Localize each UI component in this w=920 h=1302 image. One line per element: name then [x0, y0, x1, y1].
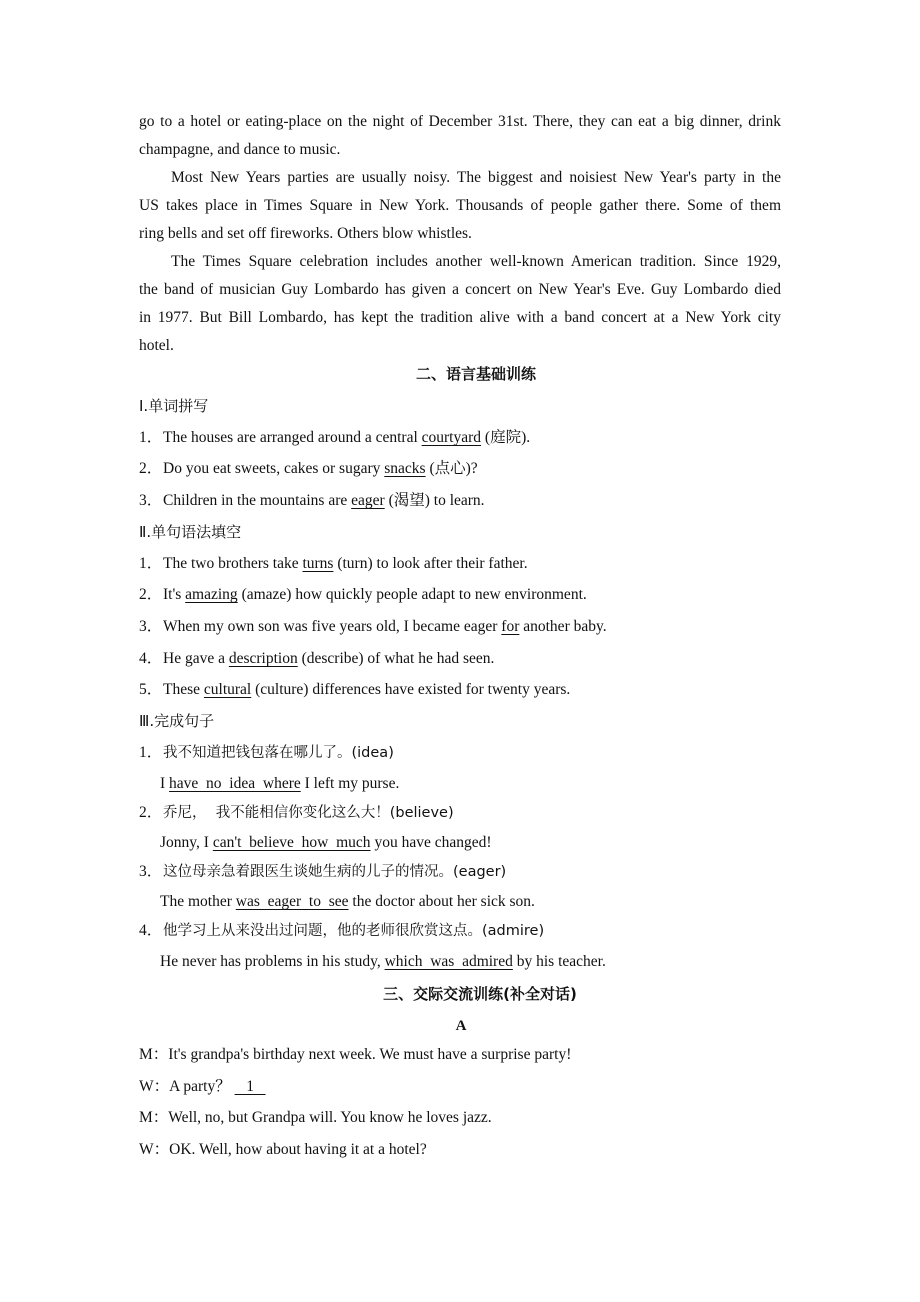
section-heading: 三、交际交流训练(补全对话) — [383, 985, 577, 1003]
speaker: M： — [139, 1109, 169, 1126]
exercise-answer — [160, 952, 606, 972]
answer: cultural — [203, 681, 252, 698]
item-number: 1． — [139, 555, 163, 572]
item-text: He gave a — [163, 650, 229, 667]
answer: have no idea where — [169, 775, 301, 792]
prompt-text: 他学习上从来没出过问题，他的老师很欣赏这点。(admire) — [163, 923, 545, 939]
passage-line: ring bells and set off fireworks. Others blow whistles. — [139, 225, 472, 242]
prompt-text: 乔尼， 我不能相信你变化这么大！(believe) — [163, 805, 454, 821]
exercise-item — [139, 428, 530, 448]
dialogue-text: OK. Well, how about having it at a hotel? — [169, 1141, 427, 1158]
answer: turns — [302, 555, 334, 572]
item-number: 2． — [139, 586, 163, 603]
exercise-answer — [160, 833, 492, 853]
item-number: 3． — [139, 618, 163, 635]
dialogue-line — [139, 1108, 492, 1128]
answer: for — [501, 618, 520, 635]
item-text: Do you eat sweets, cakes or sugary — [163, 460, 385, 477]
answer: courtyard — [421, 429, 482, 446]
item-text: When my own son was five years old, I became eager — [163, 618, 502, 635]
item-text: The houses are arranged around a central — [163, 429, 422, 446]
answer: description — [228, 650, 298, 667]
item-number: 3． — [139, 863, 163, 880]
exercise-item — [139, 491, 485, 511]
item-number: 4． — [139, 650, 163, 667]
item-text: (amaze) how quickly people adapt to new environment. — [237, 586, 587, 603]
part-title: Ⅱ.单句语法填空 — [139, 523, 242, 541]
item-text: (describe) of what he had seen. — [297, 650, 495, 667]
answer: which was admired — [384, 953, 513, 970]
passage-line: in 1977. But Bill Lombardo, has kept the tradition alive with a band concert at a New York city — [139, 309, 781, 326]
speaker: W： — [139, 1141, 170, 1158]
part-title: Ⅲ.完成句子 — [139, 712, 215, 730]
item-text: you have changed! — [370, 834, 492, 851]
item-number: 1． — [139, 744, 163, 761]
exercise-prompt — [139, 862, 506, 882]
item-text: (turn) to look after their father. — [333, 555, 528, 572]
answer: eager — [351, 492, 385, 509]
exercise-answer — [160, 774, 399, 794]
passage-line: US takes place in Times Square in New York. Thousands of people gather there. Some of them — [139, 197, 781, 214]
exercise-prompt — [139, 803, 454, 823]
answer: amazing — [185, 586, 238, 603]
item-text: I — [160, 775, 170, 792]
part-title: Ⅰ.单词拼写 — [139, 397, 209, 415]
answer: can't believe how much — [212, 834, 371, 851]
dialogue-text: A party？ — [169, 1078, 235, 1095]
speaker: W： — [139, 1078, 170, 1095]
answer: snacks — [384, 460, 426, 477]
item-text: Children in the mountains are — [163, 492, 352, 509]
dialogue-label: A — [455, 1018, 467, 1034]
answer-blank: 1 — [234, 1078, 266, 1095]
item-text: (culture) differences have existed for twenty years. — [251, 681, 571, 698]
exercise-prompt — [139, 743, 394, 763]
item-number: 1． — [139, 429, 163, 446]
answer: was eager to see — [235, 893, 349, 910]
exercise-item — [139, 617, 607, 637]
exercise-item — [139, 649, 494, 669]
item-text: (庭院). — [481, 429, 531, 446]
exercise-item — [139, 680, 570, 700]
item-number: 4． — [139, 922, 163, 939]
item-text: Jonny, I — [160, 834, 213, 851]
item-text: (渴望) to learn. — [384, 492, 485, 509]
item-number: 3． — [139, 492, 163, 509]
item-number: 2． — [139, 804, 163, 821]
item-text: by his teacher. — [512, 953, 606, 970]
prompt-text: 我不知道把钱包落在哪儿了。(idea) — [163, 745, 394, 761]
item-text: another baby. — [519, 618, 607, 635]
exercise-item — [139, 554, 528, 574]
item-text: I left my purse. — [300, 775, 400, 792]
passage-line: champagne, and dance to music. — [139, 141, 341, 158]
item-text: The mother — [160, 893, 236, 910]
passage-line: The Times Square celebration includes another well-known American tradition. Since 1929, — [171, 253, 781, 270]
item-text: It's — [163, 586, 186, 603]
exercise-prompt — [139, 921, 544, 941]
speaker: M： — [139, 1046, 169, 1063]
section-heading: 二、语言基础训练 — [415, 365, 536, 383]
item-text: He never has problems in his study, — [160, 953, 385, 970]
exercise-item — [139, 459, 478, 479]
passage-line: hotel. — [139, 337, 174, 354]
item-number: 2． — [139, 460, 163, 477]
dialogue-line — [139, 1045, 571, 1065]
item-text: (点心)? — [425, 460, 478, 477]
item-number: 5． — [139, 681, 163, 698]
exercise-answer — [160, 892, 535, 912]
dialogue-text: It's grandpa's birthday next week. We must have a surprise party! — [168, 1046, 572, 1063]
item-text: the doctor about her sick son. — [348, 893, 535, 910]
exercise-item — [139, 585, 587, 605]
dialogue-line — [139, 1140, 427, 1160]
prompt-text: 这位母亲急着跟医生谈她生病的儿子的情况。(eager) — [163, 864, 507, 880]
passage-line: go to a hotel or eating-place on the night of December 31st. There, they can eat a big dinner, drink — [139, 113, 781, 130]
item-text: The two brothers take — [163, 555, 303, 572]
dialogue-line — [139, 1077, 266, 1097]
dialogue-text: Well, no, but Grandpa will. You know he loves jazz. — [168, 1109, 492, 1126]
passage-line: Most New Years parties are usually noisy. The biggest and noisiest New Year's party in the — [171, 169, 781, 186]
item-text: These — [163, 681, 204, 698]
passage-line: the band of musician Guy Lombardo has given a concert on New Year's Eve. Guy Lombardo died — [139, 281, 781, 298]
